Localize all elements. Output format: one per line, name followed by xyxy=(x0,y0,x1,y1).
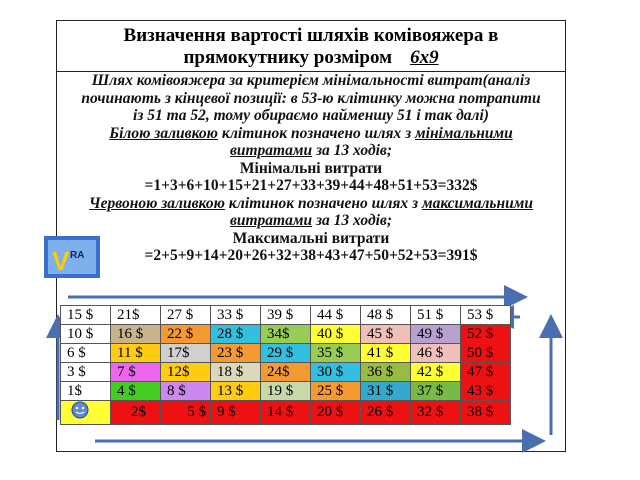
red-fill-label: Червоною заливкою xyxy=(89,194,225,212)
grid-cell: 20 $ xyxy=(311,401,361,425)
grid-cell: 3 $ xyxy=(61,363,111,382)
logo-icon xyxy=(44,236,100,278)
grid-cell: 24$ xyxy=(261,363,311,382)
costs-label: витратами xyxy=(229,142,313,159)
grid-cell: 31 $ xyxy=(361,382,411,401)
grid-cell: 11 $ xyxy=(111,344,161,363)
grid-cell: 35 $ xyxy=(311,344,361,363)
paragraph-2-end: за 13 ходів; xyxy=(312,142,393,159)
min-costs-formula: =1+3+6+10+15+21+27+33+39+44+48+51+53=332$ xyxy=(144,177,478,194)
grid-cell: 5 $ xyxy=(161,401,211,425)
grid-cell: 51 $ xyxy=(411,306,461,325)
minimal-label: мінімальними xyxy=(415,124,513,142)
grid-cell: 8 $ xyxy=(161,382,211,401)
grid-cell: 1$ xyxy=(61,382,111,401)
min-costs-label: Мінімальні витрати xyxy=(239,159,383,177)
grid-cell: 52 $ xyxy=(461,325,511,344)
grid-cell: 47 $ xyxy=(461,363,511,382)
grid-cell: 49 $ xyxy=(411,325,461,344)
title-line-1: Визначення вартості шляхів комівояжера в xyxy=(123,25,499,46)
grid-cell: 18 $ xyxy=(211,363,261,382)
paragraph-2-line-1 xyxy=(58,125,564,143)
paragraph-1-line-3: із 51 та 52, тому обираємо найменшу 51 і так далі) xyxy=(133,107,489,124)
grid-cell: 4 $ xyxy=(111,382,161,401)
cost-grid xyxy=(60,305,511,425)
grid-cell: 7 $ xyxy=(111,363,161,382)
grid-cell: 33 $ xyxy=(211,306,261,325)
grid-cell: 36 $ xyxy=(361,363,411,382)
grid-cell: 32 $ xyxy=(411,401,461,425)
grid-cell: 53 $ xyxy=(461,306,511,325)
grid-cell: 12$ xyxy=(161,363,211,382)
grid-row xyxy=(61,325,511,344)
grid-cell: 43 $ xyxy=(461,382,511,401)
grid-cell: 28 $ xyxy=(211,325,261,344)
grid-cell: 39 $ xyxy=(261,306,311,325)
grid-cell: 13 $ xyxy=(211,382,261,401)
maximal-label: максимальними xyxy=(421,194,533,212)
grid-cell: 38 $ xyxy=(461,401,511,425)
grid-cell: 48 $ xyxy=(361,306,411,325)
grid-cell: 50 $ xyxy=(461,344,511,363)
grid-cell: 41 $ xyxy=(361,344,411,363)
grid-cell: 42 $ xyxy=(411,363,461,382)
max-costs-formula: =2+5+9+14+20+26+32+38+43+47+50+52+53=391$ xyxy=(144,247,478,264)
white-fill-label: Білою заливкою xyxy=(109,124,218,142)
grid-cell: 29 $ xyxy=(261,344,311,363)
paragraph-3-end: за 13 ходів; xyxy=(312,212,393,229)
grid-cell-start xyxy=(61,401,111,425)
title-size: 6х9 xyxy=(410,47,439,68)
grid-row xyxy=(61,306,511,325)
grid-cell: 44 $ xyxy=(311,306,361,325)
logo-letter: V xyxy=(52,246,70,276)
grid-cell: 45 $ xyxy=(361,325,411,344)
costs-label-2: витратами xyxy=(229,212,313,229)
grid-cell: 25 $ xyxy=(311,382,361,401)
grid-row xyxy=(61,401,511,425)
grid-cell: 9 $ xyxy=(211,401,261,425)
description-block xyxy=(58,72,564,265)
grid-cell: 19 $ xyxy=(261,382,311,401)
grid-cell: 10 $ xyxy=(61,325,111,344)
grid-row xyxy=(61,344,511,363)
grid-cell: 16 $ xyxy=(111,325,161,344)
paragraph-2-text: клітинок позначено шлях з xyxy=(217,124,416,142)
grid-cell: 6 $ xyxy=(61,344,111,363)
grid-cell: 46 $ xyxy=(411,344,461,363)
grid-cell: 17$ xyxy=(161,344,211,363)
grid-cell: 21$ xyxy=(111,306,161,325)
logo-sub: RA xyxy=(70,250,85,261)
paragraph-3-text: клітинок позначено шлях з xyxy=(224,194,422,212)
grid-cell: 23 $ xyxy=(211,344,261,363)
grid-cell: 30 $ xyxy=(311,363,361,382)
max-costs-label: Максимальні витрати xyxy=(232,229,390,247)
paragraph-3-line-2 xyxy=(58,212,564,230)
grid-cell: 15 $ xyxy=(61,306,111,325)
grid-cell: 37 $ xyxy=(411,382,461,401)
grid-cell: 27 $ xyxy=(161,306,211,325)
grid-cell: 40 $ xyxy=(311,325,361,344)
title-line-2: прямокутнику розміром xyxy=(183,47,393,68)
grid-row xyxy=(61,363,511,382)
grid-cell: 2$ xyxy=(111,401,161,425)
grid-row xyxy=(61,382,511,401)
grid-cell: 34$ xyxy=(261,325,311,344)
smiley-icon xyxy=(67,401,93,419)
paragraph-1-line-1: Шлях комівояжера за критерієм мінімальності витрат(аналіз xyxy=(91,72,531,89)
grid-cell: 22 $ xyxy=(161,325,211,344)
paragraph-1-line-2: починають з кінцевої позиції: в 53-ю клітинку можна потрапити xyxy=(81,89,541,107)
grid-cell: 26 $ xyxy=(361,401,411,425)
grid-cell: 14 $ xyxy=(261,401,311,425)
paragraph-3-line-1 xyxy=(58,195,564,213)
page-title xyxy=(56,20,566,72)
paragraph-2-line-2 xyxy=(58,142,564,160)
